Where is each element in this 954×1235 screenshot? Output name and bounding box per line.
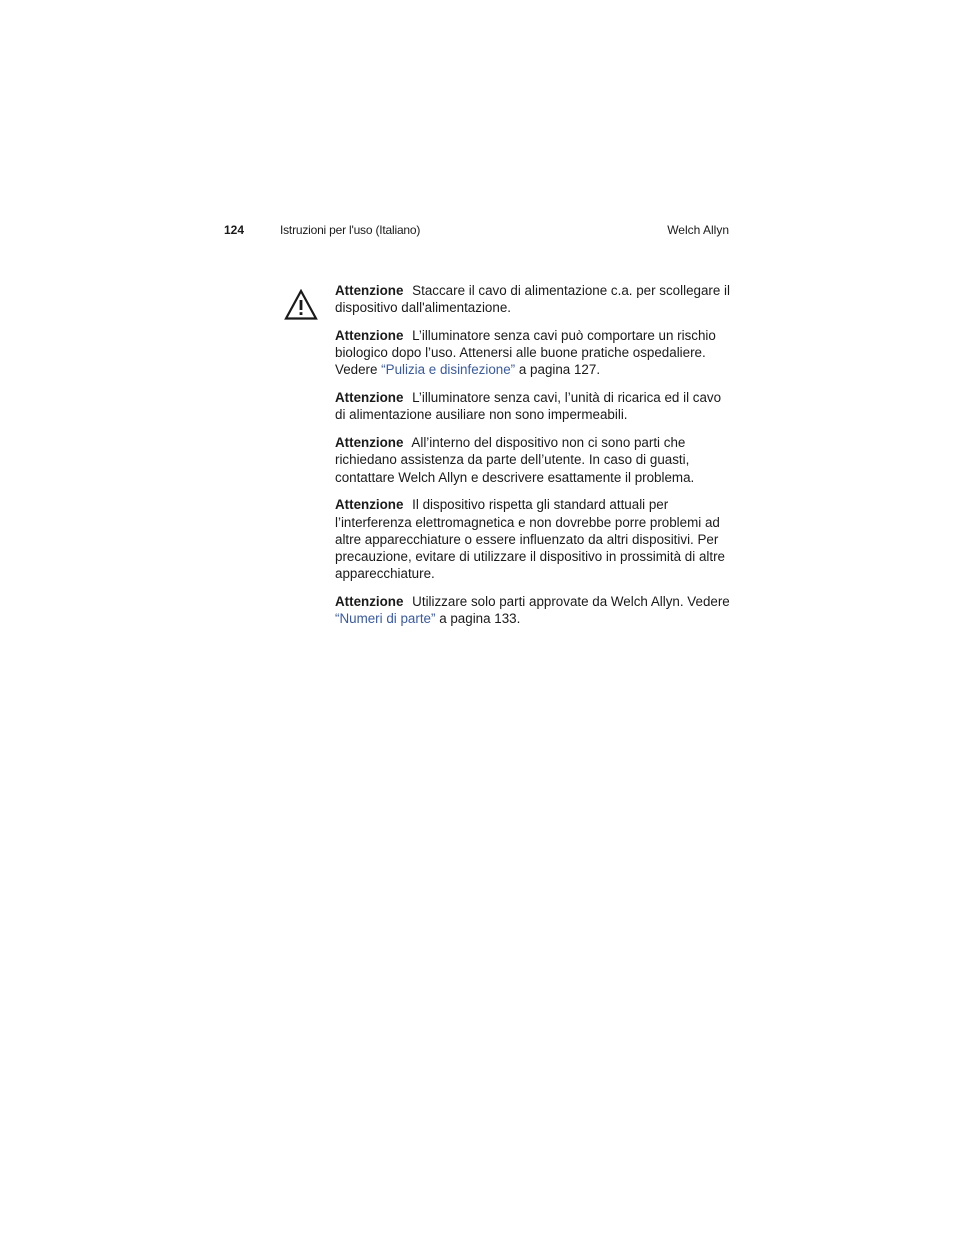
warning-text: All’interno del dispositivo non ci sono parti che richiedano assistenza da parte dell’utente. In caso di guasti, contattare Welch Allyn e descrivere esattamente il problema.	[335, 435, 695, 485]
brand-name: Welch Allyn	[667, 223, 729, 237]
page-number: 124	[224, 223, 245, 237]
warning-text: L’illuminatore senza cavi, l’unità di ricarica ed il cavo di alimentazione ausiliare non sono impermeabili.	[335, 390, 722, 423]
warning-item	[335, 434, 730, 486]
warning-label: Attenzione	[335, 435, 404, 451]
page-header	[224, 221, 729, 239]
warning-text: Staccare il cavo di alimentazione c.a. per scollegare il dispositivo dall'alimentazione.	[335, 283, 730, 316]
warning-item	[335, 282, 730, 316]
link-numeri-di-parte[interactable]: “Numeri di parte”	[335, 611, 436, 627]
warning-text-after: a pagina 133.	[435, 611, 521, 627]
warning-label: Attenzione	[335, 283, 404, 298]
warning-text: Il dispositivo rispetta gli standard attuali per l’interferenza elettromagnetica e non dovrebbe porre problemi ad altre apparecchiature o essere influenzato da altri dispositivi. Per precauzione, evitare di utilizzare il dispositivo in prossimità di altre apparecchiature.	[335, 497, 725, 582]
warnings-list	[335, 282, 730, 638]
link-pulizia-e-disinfezione[interactable]: “Pulizia e disinfezione”	[381, 362, 516, 378]
document-title: Istruzioni per l'uso (Italiano)	[280, 223, 421, 237]
warning-label: Attenzione	[335, 594, 404, 610]
warning-item	[335, 327, 730, 379]
warning-text: L’illuminatore senza cavi può comportare un rischio biologico dopo l’uso. Attenersi alle buone pratiche ospedaliere. Vedere	[335, 328, 716, 378]
warning-label: Attenzione	[335, 328, 404, 343]
warning-item	[335, 593, 730, 627]
warning-label: Attenzione	[335, 497, 404, 513]
warning-text-after: a pagina 127.	[515, 362, 601, 378]
warning-label: Attenzione	[335, 390, 404, 406]
warning-text: Utilizzare solo parti approvate da Welch Allyn. Vedere	[412, 594, 730, 610]
warning-triangle-icon	[284, 289, 318, 321]
warning-item	[335, 496, 730, 582]
warning-item	[335, 389, 730, 423]
